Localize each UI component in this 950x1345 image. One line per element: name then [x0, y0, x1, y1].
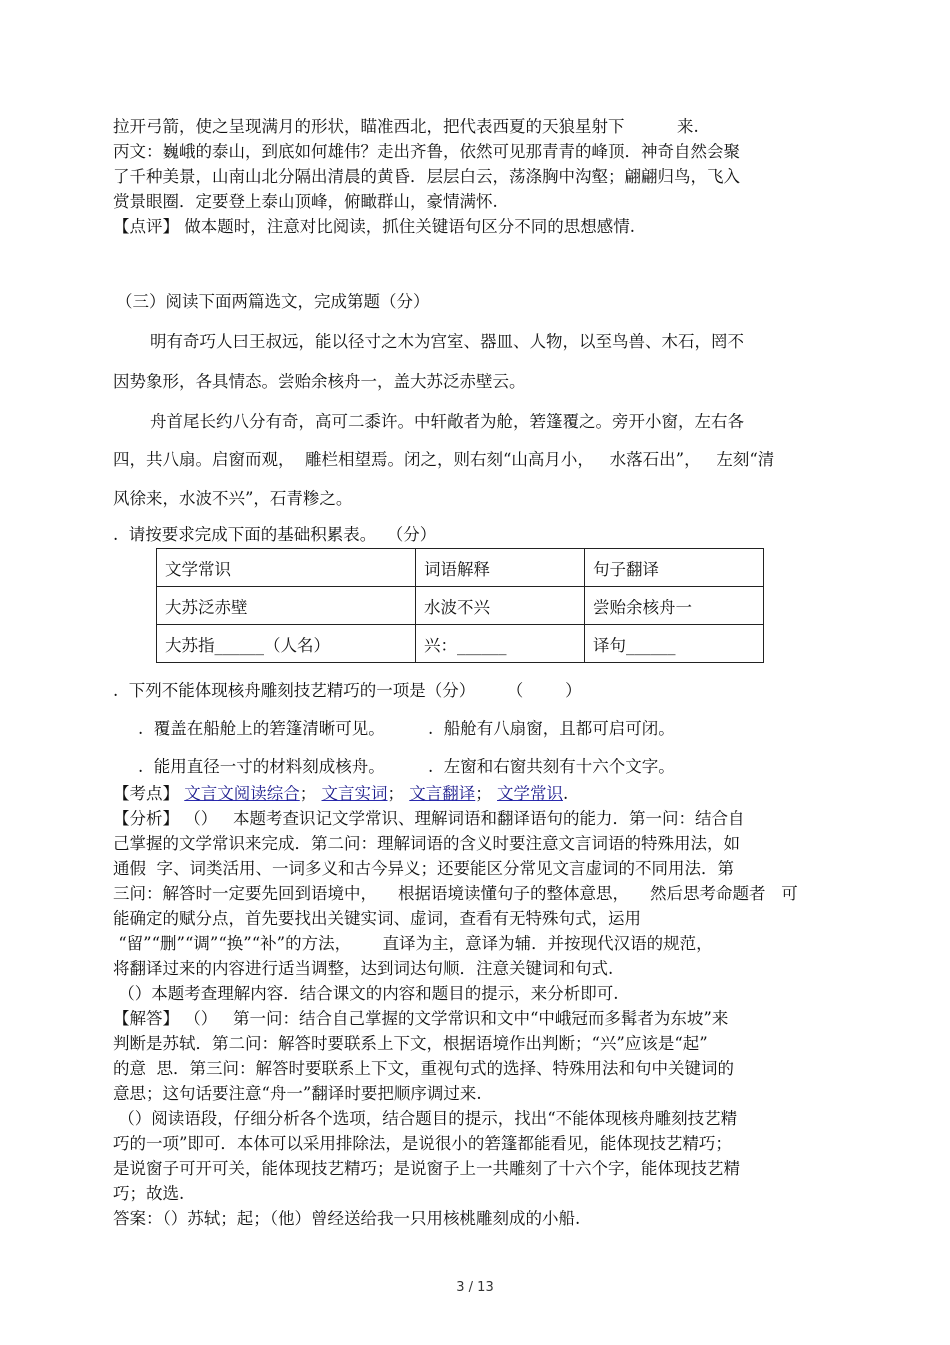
table-row	[157, 625, 764, 663]
table-cell: 大苏指______（人名）	[157, 625, 416, 663]
answer-line: 巧；故选.	[113, 1184, 185, 1203]
passage-line: 明有奇巧人曰王叔远，能以径寸之木为宫室、器皿、人物，以至鸟兽、木石，罔不	[150, 332, 744, 351]
text-line: 了千种美景，山南山北分隔出清晨的黄昏．层层白云，荡涤胸中沟壑；翩翩归鸟，飞入	[113, 167, 740, 186]
option-b: . 船舱有八扇窗，且都可启可闭。	[428, 719, 675, 738]
table-header: 词语解释	[416, 549, 585, 587]
answer-line: （）阅读语段，仔细分析各个选项，结合题目的提示，找出“不能体现核舟雕刻技艺精	[113, 1109, 738, 1128]
table-row	[157, 587, 764, 625]
page-number: 3 / 13	[456, 1280, 494, 1295]
answer-line: 意思；这句话要注意“舟一”翻译时要把顺序调过来.	[113, 1084, 482, 1103]
table-cell: 译句______	[585, 625, 764, 663]
option-c: . 能用直径一寸的材料刻成核舟。	[138, 757, 385, 776]
passage-line: 四，共八扇。启窗而观， 雕栏相望焉。闭之，则右刻“山高月小， 水落石出”， 左刻“清	[113, 450, 775, 469]
accumulation-table	[156, 548, 764, 663]
table-header: 文学常识	[157, 549, 416, 587]
kaodian-link[interactable]: 文学常识	[497, 784, 563, 803]
answer-line: 判断是苏轼．第二问：解答时要联系上下文，根据语境作出判断；“兴”应该是“起”	[113, 1034, 708, 1053]
question-2-prompt: . 下列不能体现核舟雕刻技艺精巧的一项是（分） （ ）	[113, 681, 582, 700]
final-answer-line: 答案：（）苏轼；起；（他）曾经送给我一只用核桃雕刻成的小船.	[113, 1209, 581, 1228]
table-cell: 尝贻余核舟一	[585, 587, 764, 625]
text-line: 赏景眼圈．定要登上泰山顶峰，俯瞰群山，豪情满怀.	[113, 192, 498, 211]
analysis-line: 【分析】 （） 本题考查识记文学常识、理解词语和翻译语句的能力．第一问：结合自	[113, 809, 745, 828]
analysis-line: （）本题考查理解内容．结合课文的内容和题目的提示，来分析即可.	[113, 984, 619, 1003]
analysis-line: 己掌握的文学常识来完成．第二问：理解词语的含义时要注意文言词语的特殊用法，如	[113, 834, 740, 853]
analysis-line: 将翻译过来的内容进行适当调整，达到词达句顺．注意关键词和句式.	[113, 959, 614, 978]
option-d: . 左窗和右窗共刻有十六个文字。	[428, 757, 675, 776]
table-header: 句子翻译	[585, 549, 764, 587]
analysis-line: “留”“删”“调”“换”“补”的方法， 直译为主，意译为辅．并按现代汉语的规范，	[113, 934, 713, 953]
section-heading: （三）阅读下面两篇选文，完成第题（分）	[116, 292, 430, 311]
kaodian-link[interactable]: 文言实词	[321, 784, 388, 803]
analysis-line: 三问：解答时一定要先回到语境中， 根据语境读懂句子的整体意思， 然后思考命题者 可	[113, 884, 798, 903]
separator: ；	[299, 784, 317, 803]
answer-line: 的意 思．第三问：解答时要联系上下文，重视句式的选择、特殊用法和句中关键词的	[113, 1059, 734, 1078]
analysis-line: 通假 字、词类活用、一词多义和古今异义；还要能区分常见文言虚词的不同用法．第	[113, 859, 734, 878]
table-cell: 大苏泛赤壁	[157, 587, 416, 625]
answer-line: 巧的一项”即可．本体可以采用排除法，是说很小的箬篷都能看见，能体现技艺精巧；	[113, 1134, 732, 1153]
analysis-line: 能确定的赋分点，首先要找出关键实词、虚词，查看有无特殊句式，运用	[113, 909, 641, 928]
passage-line: 因势象形，各具情态。尝贻余核舟一，盖大苏泛赤壁云。	[113, 372, 526, 391]
text-line: 丙文：巍峨的泰山，到底如何雄伟？走出齐鲁，依然可见那青青的峰顶．神奇自然会聚	[113, 142, 740, 161]
separator: ；	[475, 784, 492, 803]
passage-line: 舟首尾长约八分有奇，高可二黍许。中轩敞者为舱，箬篷覆之。旁开小窗，左右各	[150, 412, 744, 431]
kaodian-line: 【考点】 文言文阅读综合； 文言实词； 文言翻译； 文学常识.	[113, 784, 569, 803]
table-cell: 兴：______	[416, 625, 585, 663]
kaodian-link[interactable]: 文言文阅读综合	[184, 784, 300, 803]
question-1-prompt: . 请按要求完成下面的基础积累表。 （分）	[113, 525, 437, 544]
text-line: 拉开弓箭，使之呈现满月的形状，瞄准西北，把代表西夏的天狼星射下 来.	[113, 117, 699, 136]
table-cell: 水波不兴	[416, 587, 585, 625]
answer-line: 【解答】 （） 第一问：结合自己掌握的文学常识和文中“中峨冠而多髯者为东坡”来	[113, 1009, 729, 1028]
kaodian-link[interactable]: 文言翻译	[409, 784, 476, 803]
comment-line: 【点评】 做本题时，注意对比阅读，抓住关键语句区分不同的思想感情.	[113, 217, 635, 236]
separator: ；	[387, 784, 404, 803]
answer-line: 是说窗子可开可关，能体现技艺精巧；是说窗子上一共雕刻了十六个字，能体现技艺精	[113, 1159, 740, 1178]
passage-line: 风徐来，水波不兴”，石青糁之。	[113, 489, 353, 508]
kaodian-label: 【考点】	[113, 784, 179, 803]
table-row	[157, 549, 764, 587]
option-a: . 覆盖在船舱上的箬篷清晰可见。	[138, 719, 385, 738]
